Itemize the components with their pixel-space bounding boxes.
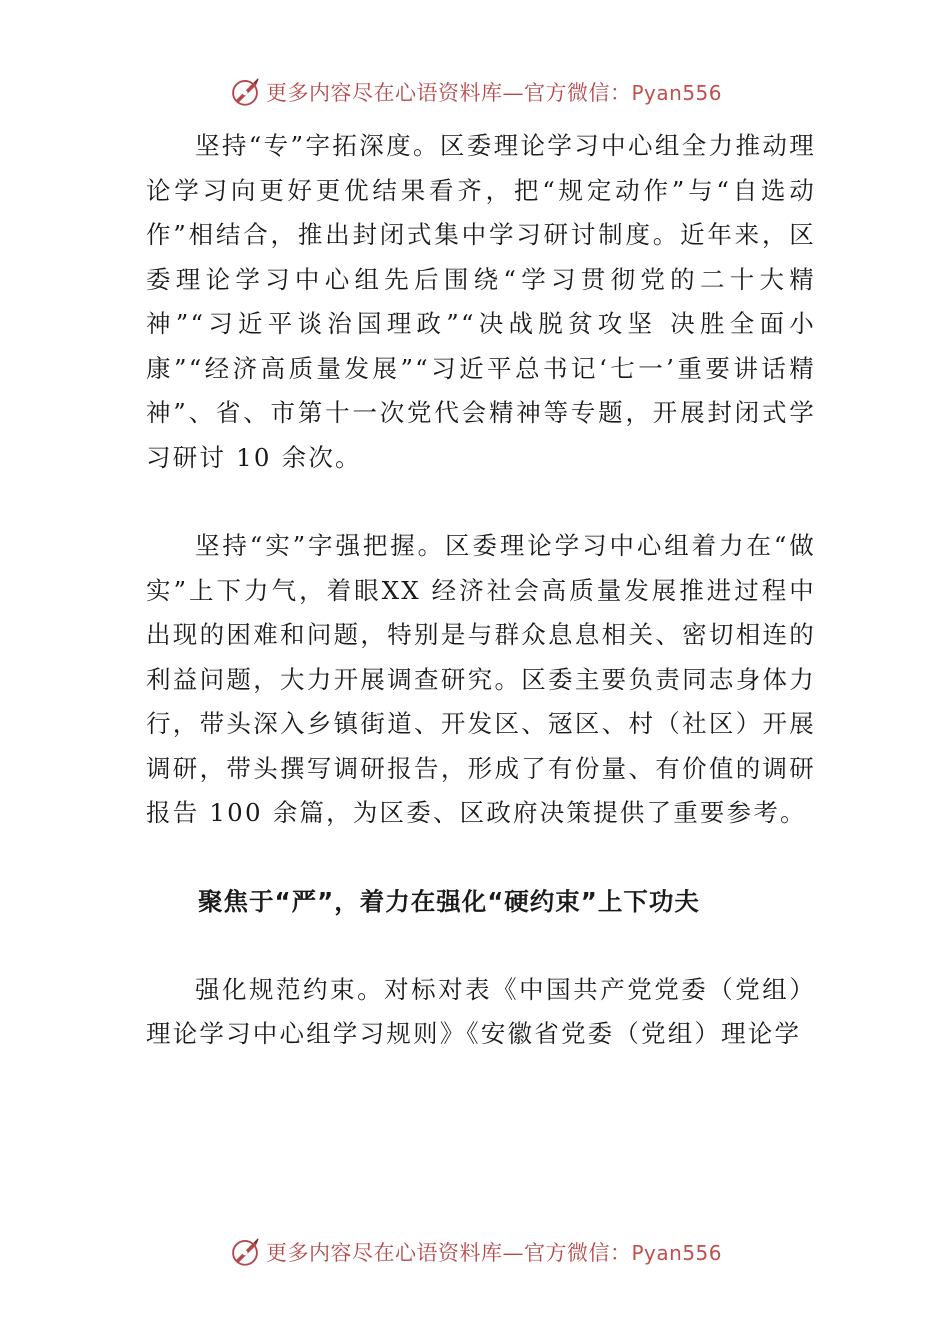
header-banner-content — [228, 75, 722, 109]
paragraph-specialized: 坚持“专”字拓深度。区委理论学习中心组全力推动理论学习向更好更优结果看齐，把“规定动作”与“自选动作”相结合，推出封闭式集中学习研讨制度。近年来，区委理论学习中心组先后围绕“学习贯彻党的二十大精神”“习近平谈治国理政”“决战脱贫攻坚 决胜全面小康”“经济高质量发展”“习近平总书记‘七一’重要讲话精神”、省、市第十一次党代会精神等专题，开展封闭式学习研讨 10 余次。 — [146, 131, 816, 472]
pen-logo-icon — [228, 1235, 262, 1269]
banner-text: 更多内容尽在心语资料库—官方微信：Pyan556 — [265, 81, 722, 105]
pen-logo-icon — [228, 75, 262, 109]
document-body — [146, 124, 816, 1057]
paragraph-regulation: 强化规范约束。对标对表《中国共产党党委（党组）理论学习中心组学习规则》《安徽省党委（党组）理论学 — [146, 974, 816, 1048]
section-heading: 聚焦于“严”，着力在强化“硬约束”上下功夫 — [198, 886, 700, 916]
footer-banner-content — [228, 1235, 722, 1269]
header-banner — [0, 72, 950, 112]
wechat-id: Pyan556 — [631, 1241, 722, 1265]
paragraph-practical: 坚持“实”字强把握。区委理论学习中心组着力在“做实”上下力气，着眼XX 经济社会高质量发展推进过程中出现的困难和问题，特别是与群众息息相关、密切相连的利益问题，大力开展调查研究。区委主要负责同志身体力行，带头深入乡镇街道、开发区、㓂区、村（社区）开展调研，带头撰写调研报告，形成了有份量、有价值的调研报告 100 余篇，为区委、区政府决策提供了重要参考。 — [146, 531, 816, 827]
wechat-id: Pyan556 — [631, 81, 722, 105]
footer-banner — [0, 1232, 950, 1272]
banner-text: 更多内容尽在心语资料库—官方微信：Pyan556 — [265, 1241, 722, 1265]
